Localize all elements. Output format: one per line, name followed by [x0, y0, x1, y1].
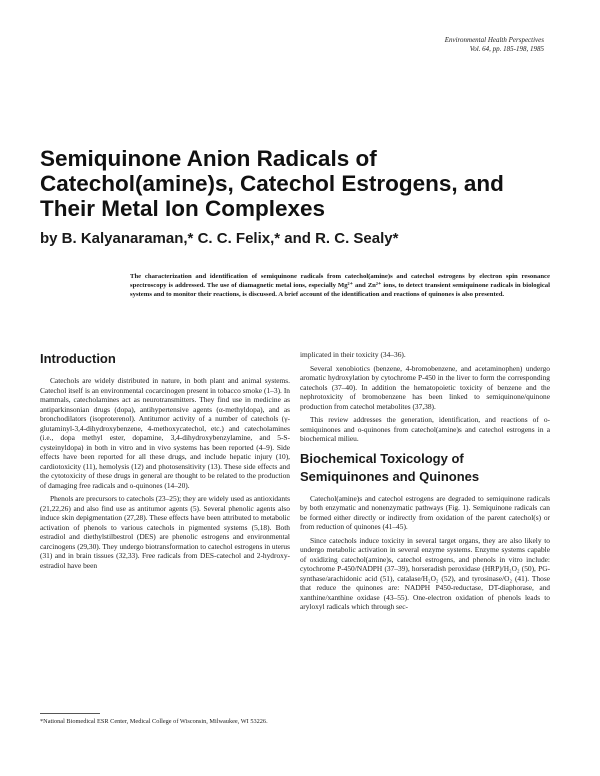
author-affiliation-footnote: *National Biomedical ESR Center, Medical College of Wisconsin, Milwaukee, WI 53226. [40, 718, 268, 725]
journal-name: Environmental Health Perspectives [444, 36, 544, 44]
right-column [300, 350, 550, 616]
title-line-3: Their Metal Ion Complexes [40, 196, 326, 221]
section-heading-biochemical-toxicology [300, 450, 550, 486]
paragraph: Catechols are widely distributed in nature, in both plant and animal systems. Catechol itself is an environmental cocarcinogen present in tobacco smoke (1–3). In mammals, catecholamines act as neurotransmitters. They find use in medicine as antiparkinsonian drugs (dopa), antihypertensive agents (α-methyldopa), and as bronchodilators (isoproterenol). Antitumor activity of a number of catechols (γ-glutaminyl-3,4-dihydroxybenzene, 4-methoxycatechol, etc.) and catecholamines (i.e., dopa methyl ester, dopamine, 3,4-dihydroxybenzylamine, and 5-S-cysteinyldopa) in both in vitro and in vivo systems has been reported (4–9). Side effects have been reported for all these drugs, and include hepatic injury (10), cardiotoxicity (11), hemolysis (12) and photosensitivity (13). These side effects and the cytotoxicity of these drugs in general are thought to be related to the production of damaging free radicals and o-quinones (14–20). [40, 376, 290, 490]
heading-line: Biochemical Toxicology of [300, 450, 464, 466]
footnote-rule [40, 713, 100, 714]
left-column [40, 350, 290, 574]
paragraph: Several xenobiotics (benzene, 4-bromobenzene, and acetaminophen) undergo aromatic hydroxylation by cytochrome P-450 in the liver to form the corresponding catechols (37–40). In addition the hematopoietic toxicity of benzene and the nephrotoxicity of bromobenzene has been linked to semiquinone/quinone production from catechol metabolites (37,38). [300, 363, 550, 411]
title-line-1: Semiquinone Anion Radicals of [40, 146, 377, 171]
abstract: The characterization and identification of semiquinone radicals from catechol(amine)s and catechol estrogens by electron spin resonance spectroscopy is addressed. The use of diamagnetic metal ions, especially Mg²⁺ and Zn²⁺ ions, to detect transient semiquinone radicals in biological systems and to monitor their reactions, is discussed. A brief account of the identification and reactions of quinones is also presented. [130, 273, 550, 298]
paragraph: Since catechols induce toxicity in several target organs, they are also likely to undergo metabolic activation in several enzyme systems. Enzyme systems capable of oxidizing catechol(amine)s, catechol estrogens, and phenols in vitro include: cytochrome P-450/NADPH (37–39), horseradish peroxidase (HRP)/H₂O₂ (50), PG-synthase/arachidonic acid (51), catalase/H₂O₂ (52), and tyrosinase/O₂ (41). Those that reduce the quinones are: NADPH P450-reductase, DT-diaphorase, and xanthine/xanthine oxidase (43–55). One-electron oxidation of phenols leads to aryloxyl radicals which through sec- [300, 535, 550, 611]
paragraph: Phenols are precursors to catechols (23–25); they are widely used as antioxidants (21,22,26) and also find use as antitumor agents (5). Several phenolic agents also induce skin depigmentation (27,28). These effects have been attributed to metabolic activation of phenols to various catechols in pigmented systems (5,18). Both estradiol and diethylstilbestrol (DES) are phenolic estrogens and environmental carcinogens (29,30). They undergo biotransformation to catechol estrogens in uterus (31) and in brain tissues (32,33). Free radicals from DES-catechol and 2-hydroxy-estradiol have been [40, 494, 290, 570]
author-line: by B. Kalyanaraman,* C. C. Felix,* and R. C. Sealy* [40, 230, 399, 247]
title-line-2: Catechol(amine)s, Catechol Estrogens, and [40, 171, 504, 196]
section-heading-introduction: Introduction [40, 351, 116, 366]
article-title [40, 146, 570, 221]
paragraph: implicated in their toxicity (34–36). [300, 350, 406, 359]
paragraph: Catechol(amine)s and catechol estrogens are degraded to semiquinone radicals by both enzymatic and nonenzymatic pathways (Fig. 1). Semiquinone radicals can be formed either directly or indirectly from oxidation of the parent catechol(s) or from reduction of quinones (41–45). [300, 493, 550, 531]
heading-line: Semiquinones and Quinones [300, 468, 480, 484]
journal-header [344, 36, 544, 54]
paragraph: This review addresses the generation, identification, and reactions of o-semiquinones and o-quinones from catechol(amine)s and catechol estrogens in a biochemical milieu. [300, 415, 550, 443]
journal-citation: Vol. 64, pp. 185-198, 1985 [469, 45, 544, 53]
